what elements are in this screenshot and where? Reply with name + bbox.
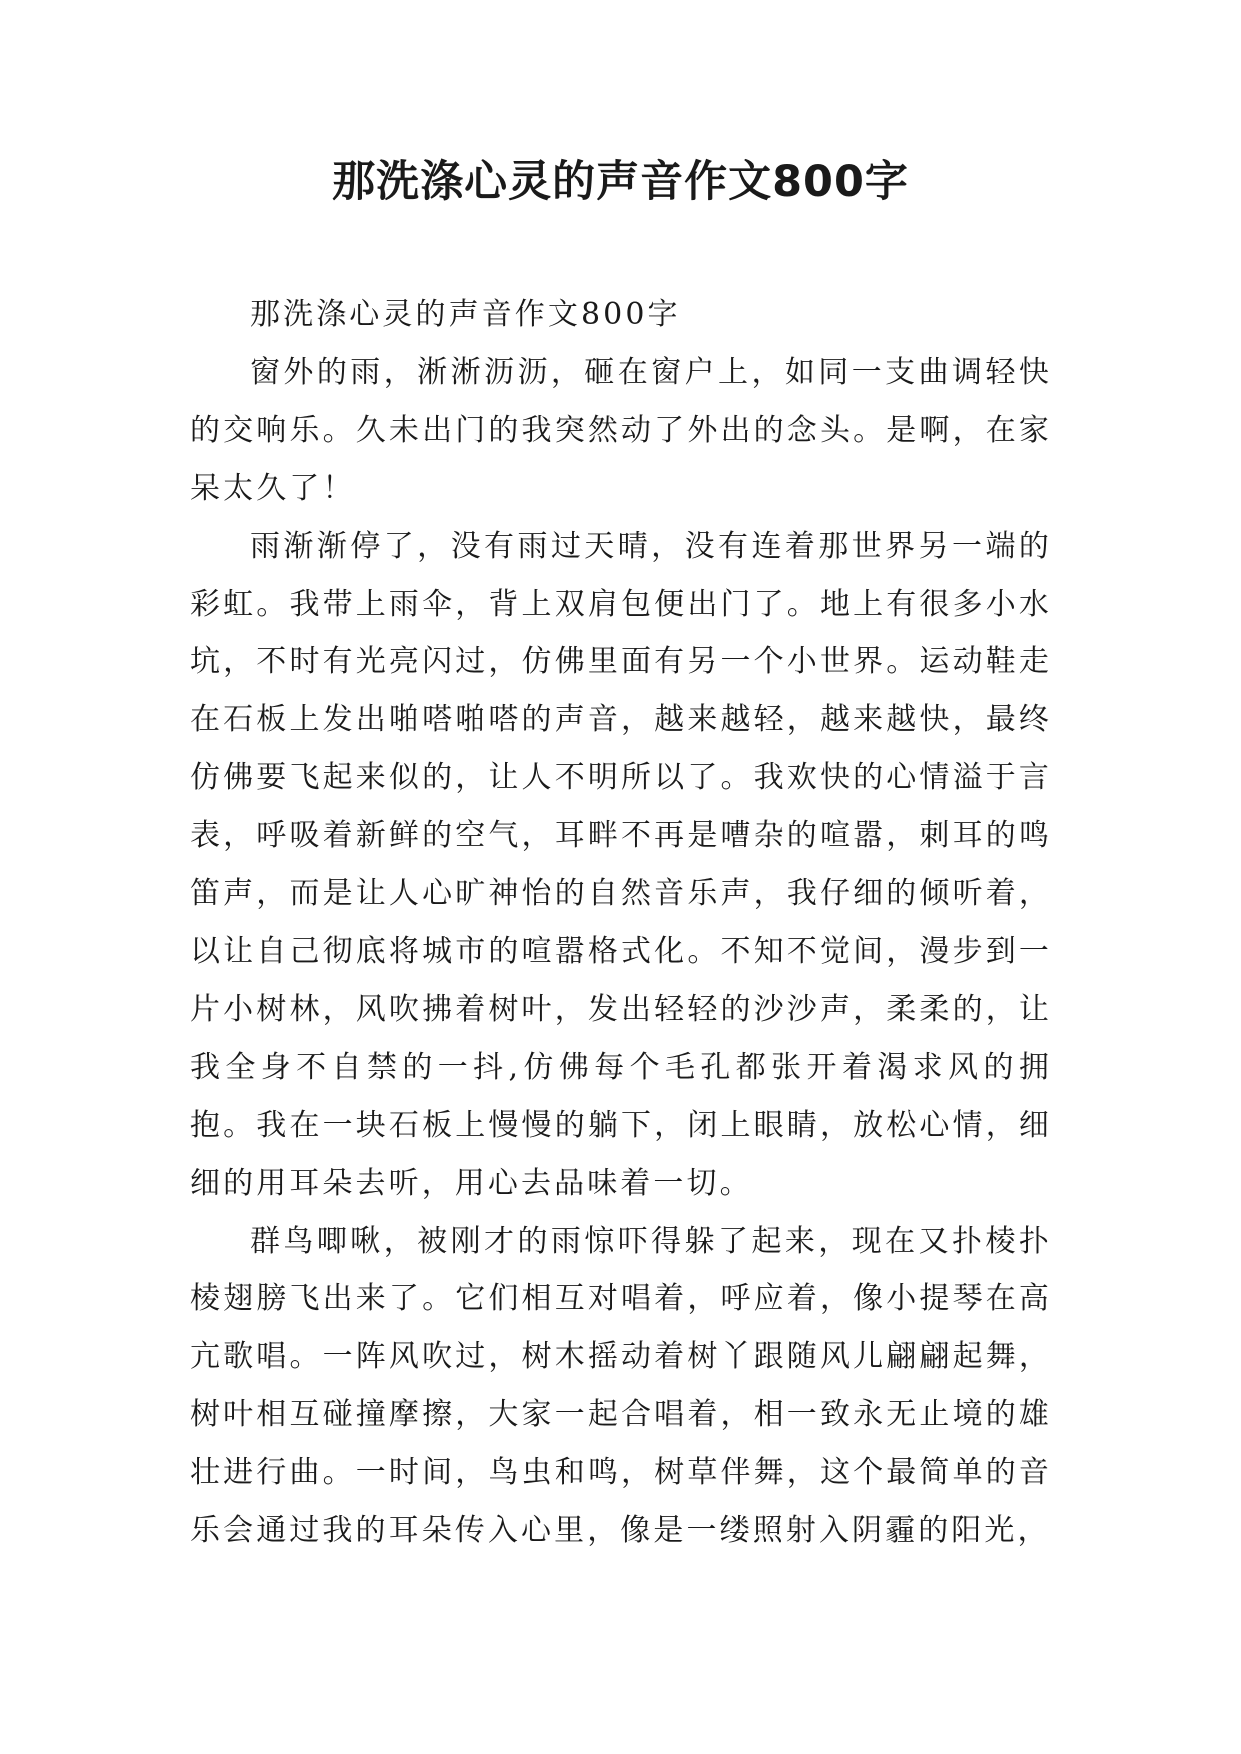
paragraph-subtitle: 那洗涤心灵的声音作文800字 (250, 297, 681, 332)
document-title: 那洗涤心灵的声音作文800字 (332, 157, 909, 207)
document-body (190, 286, 1052, 1560)
paragraph: 窗外的雨，淅淅沥沥，砸在窗户上，如同一支曲调轻快的交响乐。久未出门的我突然动了外出的念头。是啊，在家呆太久了！ (190, 354, 1052, 506)
paragraph: 雨渐渐停了，没有雨过天晴，没有连着那世界另一端的彩虹。我带上雨伞，背上双肩包便出门了。地上有很多小水坑，不时有光亮闪过，仿佛里面有另一个小世界。运动鞋走在石板上发出啪嗒啪嗒的声音，越来越轻，越来越快，最终仿佛要飞起来似的，让人不明所以了。我欢快的心情溢于言表，呼吸着新鲜的空气，耳畔不再是嘈杂的喧嚣，刺耳的鸣笛声，而是让人心旷神怡的自然音乐声，我仔细的倾听着，以让自己彻底将城市的喧嚣格式化。不知不觉间，漫步到一片小树林，风吹拂着树叶，发出轻轻的沙沙声，柔柔的，让我全身不自禁的一抖,仿佛每个毛孔都张开着渴求风的拥抱。我在一块石板上慢慢的躺下，闭上眼睛，放松心情，细细的用耳朵去听，用心去品味着一切。 (190, 528, 1052, 1201)
paragraph: 群鸟唧啾，被刚才的雨惊吓得躲了起来，现在又扑棱扑棱翅膀飞出来了。它们相互对唱着，呼应着，像小提琴在高亢歌唱。一阵风吹过，树木摇动着树丫跟随风儿翩翩起舞，树叶相互碰撞摩擦，大家一起合唱着，相一致永无止境的雄壮进行曲。一时间，鸟虫和鸣，树草伴舞，这个最简单的音乐会通过我的耳朵传入心里，像是一缕照射入阴霾的阳光， (190, 1223, 1052, 1549)
